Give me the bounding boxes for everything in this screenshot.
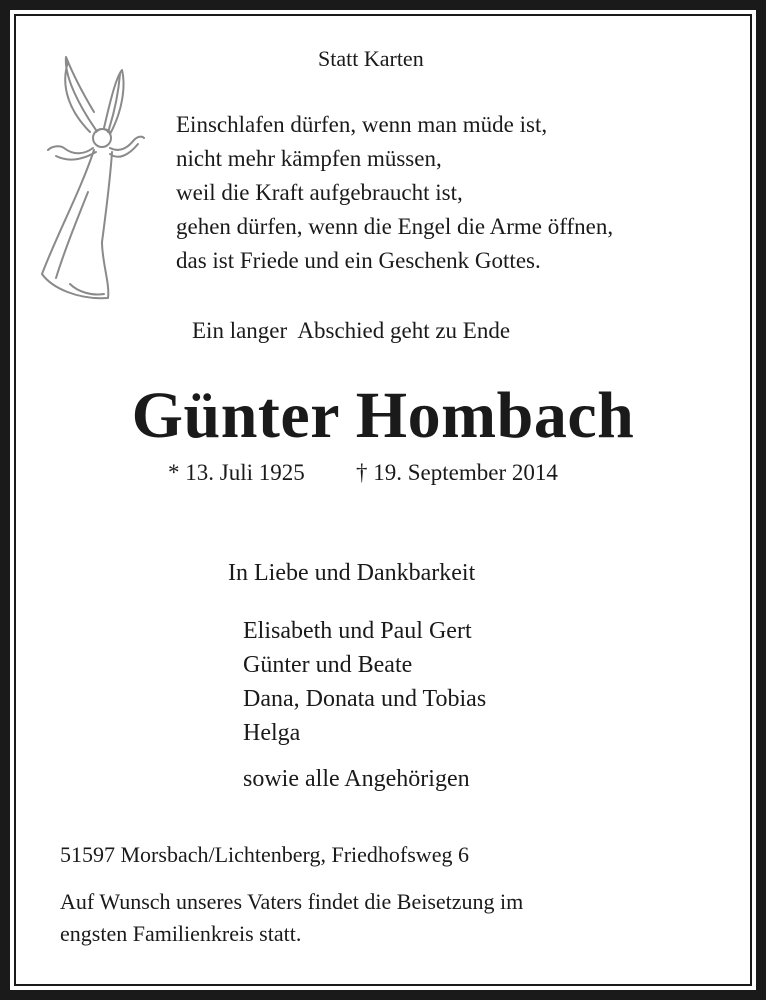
burial-note-line: Auf Wunsch unseres Vaters findet die Beisetzung im <box>60 889 524 914</box>
family-list <box>243 614 486 750</box>
farewell-line: Ein langer Abschied geht zu Ende <box>192 318 511 343</box>
relatives-line: sowie alle Angehörigen <box>243 766 470 792</box>
poem-line: Einschlafen dürfen, wenn man müde ist, <box>176 112 548 137</box>
family-member: Günter und Beate <box>243 652 413 678</box>
family-member: Elisabeth und Paul Gert <box>243 618 472 644</box>
death-date: † 19. September 2014 <box>356 460 558 485</box>
poem <box>176 108 613 278</box>
angel-icon <box>30 52 148 307</box>
poem-line: weil die Kraft aufgebraucht ist, <box>176 180 463 205</box>
family-member: Helga <box>243 720 301 746</box>
poem-line: das ist Friede und ein Geschenk Gottes. <box>176 248 541 273</box>
address: 51597 Morsbach/Lichtenberg, Friedhofsweg 6 <box>60 842 469 867</box>
burial-note <box>60 886 523 950</box>
family-member: Dana, Donata und Tobias <box>243 686 487 712</box>
poem-line: gehen dürfen, wenn die Engel die Arme öffnen, <box>176 214 614 239</box>
dedication: In Liebe und Dankbarkeit <box>228 560 476 586</box>
burial-note-line: engsten Familienkreis statt. <box>60 921 302 946</box>
deceased-name: Günter Hombach <box>131 379 635 452</box>
birth-date: * 13. Juli 1925 <box>168 460 305 485</box>
poem-line: nicht mehr kämpfen müssen, <box>176 146 442 171</box>
heading-statt-karten: Statt Karten <box>318 46 424 71</box>
